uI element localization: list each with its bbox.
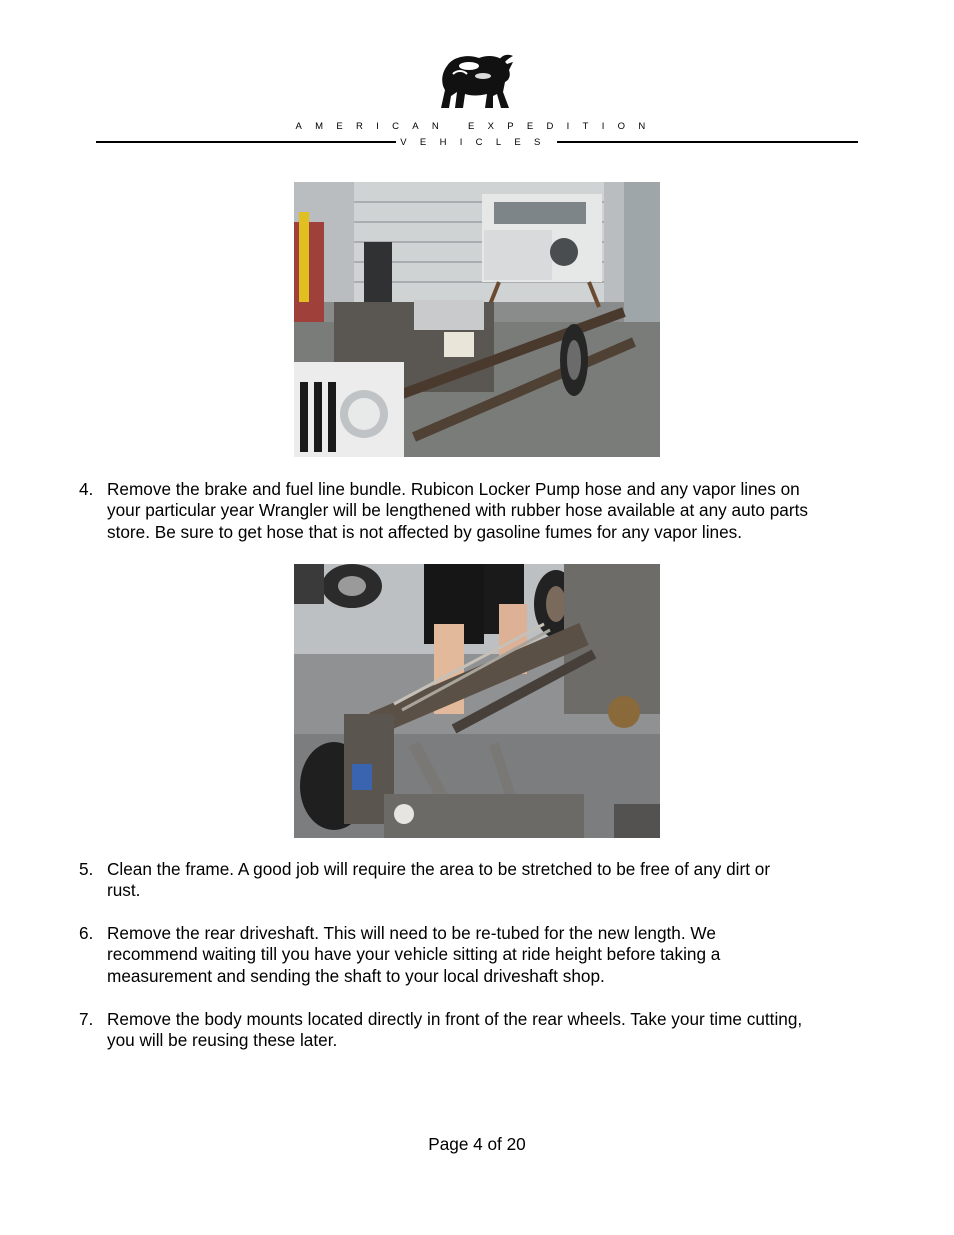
step-number: 6. bbox=[79, 923, 94, 943]
step-number: 5. bbox=[79, 859, 94, 879]
step-text-line: Clean the frame. A good job will require the area to be stretched to be free of any dirt or bbox=[107, 859, 771, 879]
step-number: 4. bbox=[79, 479, 94, 499]
brand-name-line1: AMERICAN EXPEDITION bbox=[295, 121, 659, 132]
step-text-line: store. Be sure to get hose that is not affected by gasoline fumes for any vapor lines. bbox=[107, 521, 743, 542]
step-text-line: Remove the body mounts located directly in front of the rear wheels. Take your time cutting, bbox=[107, 1009, 803, 1029]
list-item-step-4 bbox=[79, 479, 879, 545]
photo-jeep-frame-shop bbox=[294, 182, 660, 457]
step-text-line: your particular year Wrangler will be lengthened with rubber hose available at any auto parts bbox=[107, 500, 808, 521]
step-text bbox=[107, 1009, 879, 1052]
list-item-step-7 bbox=[79, 1009, 879, 1053]
step-text-line: recommend waiting till you have your vehicle sitting at ride height before taking a bbox=[107, 944, 721, 965]
step-text-line: you will be reusing these later. bbox=[107, 1030, 338, 1051]
list-item-step-6 bbox=[79, 923, 879, 989]
step-text-line: Remove the rear driveshaft. This will need to be re-tubed for the new length. We bbox=[107, 923, 716, 943]
brand-logo bbox=[0, 52, 954, 110]
bull-logo-icon bbox=[439, 52, 515, 110]
page-number: Page 4 of 20 bbox=[428, 1134, 526, 1154]
step-text-line: rust. bbox=[107, 880, 141, 901]
step-text bbox=[107, 479, 879, 543]
list-item-step-5 bbox=[79, 859, 879, 903]
step-text-line: measurement and sending the shaft to your local driveshaft shop. bbox=[107, 965, 605, 986]
step-number: 7. bbox=[79, 1009, 94, 1029]
photo-line-bundle-removal bbox=[294, 564, 660, 838]
brand-name-line2: VEHICLES bbox=[400, 137, 554, 148]
step-text bbox=[107, 859, 879, 902]
step-text-line: Remove the brake and fuel line bundle. Rubicon Locker Pump hose and any vapor lines on bbox=[107, 479, 800, 499]
step-text bbox=[107, 923, 879, 987]
